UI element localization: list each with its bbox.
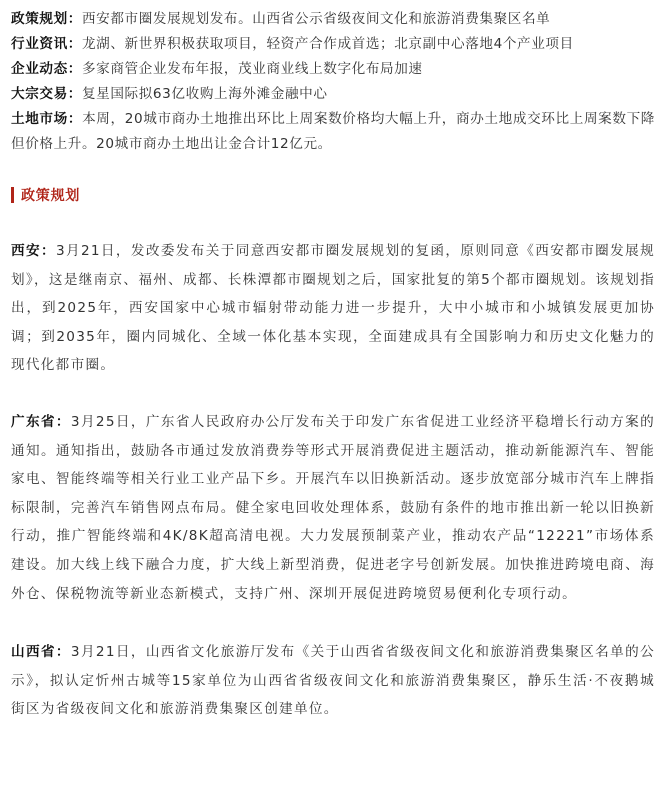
summary-line-company <box>11 57 655 82</box>
summary-line-deals <box>11 82 655 107</box>
paragraph-guangdong <box>11 408 655 608</box>
region-label: 山西省： <box>11 644 71 661</box>
summary-label: 企业动态： <box>11 61 82 77</box>
section-heading <box>11 185 655 205</box>
paragraph-xian <box>11 237 655 380</box>
section-title: 政策规划 <box>21 188 81 204</box>
summary-label: 行业资讯： <box>11 36 82 52</box>
summary-text: 龙湖、新世界积极获取项目，轻资产合作成首选；北京副中心落地4个产业项目 <box>81 36 574 52</box>
paragraph-text: 3月21日，发改委发布关于同意西安都市圈发展规划的复函，原则同意《西安都市圈发展规划》，这是继南京、福州、成都、长株潭都市圈规划之后，国家批复的第5个都市圈规划。该规划指出，到2025年，西安国家中心城市辐射带动能力进一步提升，大中小城市和小城镇发展更加协调；到2035年，圈内同城化、全域一体化基本实现，全面建成具有全国影响力和历史文化魅力的现代化都市圈。 <box>11 243 655 374</box>
summary-line-land <box>11 107 655 157</box>
summary-line-policy <box>11 7 655 32</box>
summary-text: 多家商管企业发布年报，茂业商业线上数字化布局加速 <box>81 61 423 77</box>
paragraph-text: 3月25日，广东省人民政府办公厅发布关于印发广东省促进工业经济平稳增长行动方案的通知。通知指出，鼓励各市通过发放消费券等形式开展消费促进主题活动，推动新能源汽车、智能家电、智能终端等相关行业工业产品下乡。开展汽车以旧换新活动。逐步放宽部分城市汽车上牌指标限制，完善汽车销售网点布局。健全家电回收处理体系，鼓励有条件的地市推出新一轮以旧换新行动，推广智能终端和4K/8K超高清电视。大力发展预制菜产业，推动农产品“12221”市场体系建设。加大线上线下融合力度，扩大线上新型消费，促进老字号创新发展。加快推进跨境电商、海外仓、保税物流等新业态新模式，支持广州、深圳开展促进跨境贸易便利化专项行动。 <box>11 413 656 602</box>
summary-label: 大宗交易： <box>11 86 82 102</box>
summary-label: 土地市场： <box>11 111 83 127</box>
summary-text: 西安都市圈发展规划发布。山西省公示省级夜间文化和旅游消费集聚区名单 <box>81 11 551 27</box>
summary-text: 复星国际拟63亿收购上海外滩金融中心 <box>81 86 328 102</box>
region-label: 西安： <box>11 243 56 259</box>
summary-label: 政策规划： <box>11 11 82 27</box>
region-label: 广东省： <box>11 413 71 430</box>
section-accent-bar <box>11 187 14 203</box>
summary-text: 本周，20城市商办土地推出环比上周案数价格均大幅上升，商办土地成交环比上周案数下降但价格上升。20城市商办土地出让金合计12亿元。 <box>11 111 656 152</box>
paragraph-shanxi <box>11 638 655 724</box>
summary-line-industry <box>11 32 655 57</box>
news-summary <box>11 0 655 157</box>
paragraph-text: 3月21日，山西省文化旅游厅发布《关于山西省省级夜间文化和旅游消费集聚区名单的公示》，拟认定忻州古城等15家单位为山西省省级夜间文化和旅游消费集聚区，静乐生活·不夜鹅城街区为省级夜间文化和旅游消费集聚区创建单位。 <box>11 644 656 718</box>
